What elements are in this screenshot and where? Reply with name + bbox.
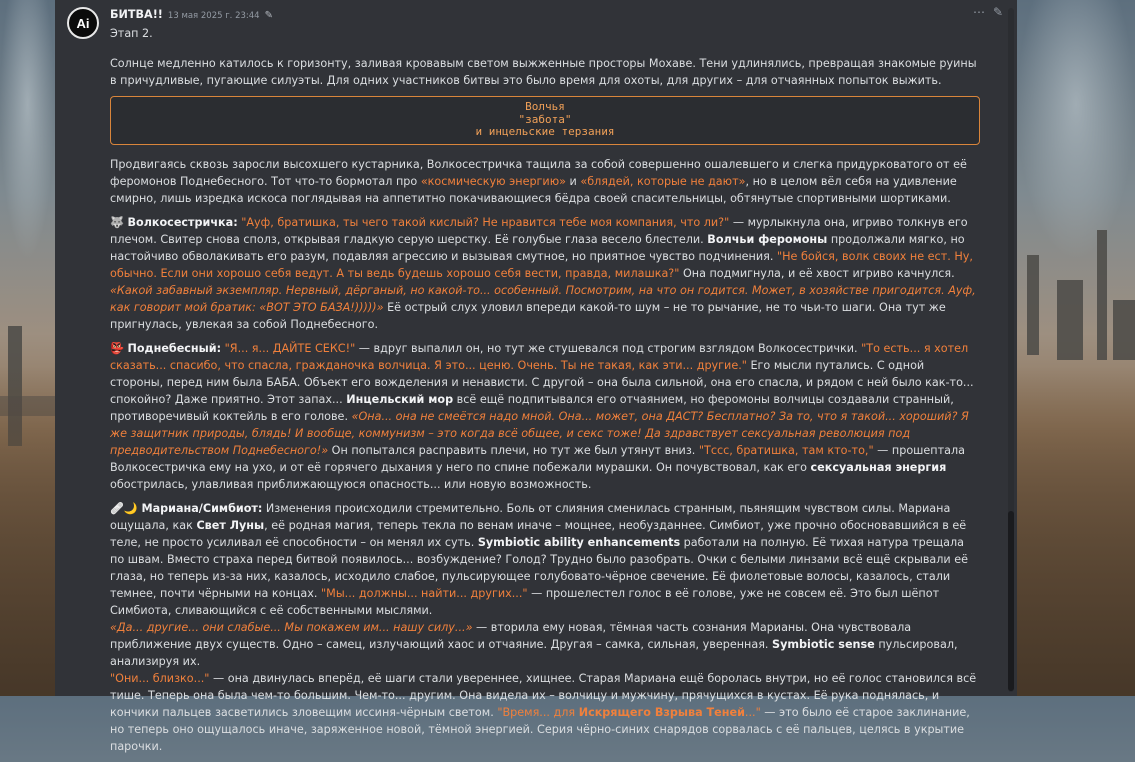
quote: "Время... для [497,705,579,719]
stage-heading: Этап 2. [110,27,153,40]
more-options-icon[interactable]: ⋯ [972,5,985,19]
quote: ..." [744,705,761,719]
spell-name: Искрящего Взрыва Теней [578,705,745,719]
text: — это было её старое заклинание, но теперь оно ощущалось иначе, заряженное новой, тёмной энергией. Серия чёрно-синих снарядов сорвалась с её пальцев, целясь в укрытие парочки. [110,705,970,753]
timestamp[interactable]: 13 мая 2025 г. 23:44 [167,11,260,21]
text: Продвигаясь сквозь заросли высохшего кустарника, Волкосестричка тащила за собой совершенно ошалевшего и слегка придурковатого от её феромонов Поднебесного. Тот что-то бормотал про [110,157,967,188]
text: — вторила ему новая, тёмная часть сознания Марианы. Она чувствовала приближение двух существ. Одно – самец, излучающий хаос и отчаяние. Другая – самка, сильная, уверенная. [110,620,912,651]
text: Её острый слух уловил впереди какой-то шум – не то рычание, не то чьи-то шаги. Она тут же пригнулась, увлекая за собой Поднебесного. [110,300,946,331]
speaker-name: Мариана/Симбиот: [141,501,263,515]
text: , её родная магия, теперь текла по венам иначе – мощнее, необузданнее. Симбиот, уже прочно обосновавшийся в её теле, не просто усиливал её способности – он менял их суть. [110,518,967,549]
paragraph-podnebesny [110,340,980,493]
author-name[interactable]: БИТВА!! [110,8,163,21]
paragraph-2 [110,156,980,207]
bandage-moon-emoji: 🩹🌙 [110,501,138,515]
text: и [565,174,581,188]
text: , но в целом вёл себя на удивление смирно, лишь изредка искоса поглядывая на аппетитно покачивающиеся бёдра своей спасительницы, обтянутые спортивными шортиками. [110,174,957,205]
paragraph-wolf [110,214,980,333]
text: пульсировал, анализируя их. [110,637,958,668]
speaker-name: Волкосестричка: [127,215,238,229]
quote: "Они... близко..." [110,671,210,685]
italic-thought: «Да... другие... они слабые... Мы покажем им... нашу силу...» [110,620,473,634]
italic-thought: «Она... она не смеётся надо мной. Она... может, она ДАСТ? Бесплатно? За то, что я такой... хороший? Я же защитник природы, блядь! И вообще, коммунизм – это когда всё общее, и секс тоже! Да здравствует сексуальная революция под предводительством Поднебесного!» [110,409,969,457]
message-content [110,25,980,762]
speaker-name: Поднебесный: [127,341,222,355]
text: — мурлыкнула она, игриво толкнув его плечом. Свитер снова сполз, открывая гладкую серую шерстку. Её голубые глаза весело блестели. [110,215,968,246]
text: Изменения происходили стремительно. Боль от слияния сменилась странным, пьянящим чувством силы. Мариана ощущала, как [110,501,951,532]
quote: «космическую энергию» [420,174,566,188]
text: Он попытался расправить плечи, но тут же был утянут вниз. [328,443,699,457]
text: — прошелестел голос в её голове, уже не совсем её. Это был шёпот Симбиота, сливающийся с её собственными мыслями. [110,586,940,617]
intro-paragraph: Солнце медленно катилось к горизонту, заливая кровавым светом выжженные просторы Мохаве. Тени удлинялись, превращая знакомые руины в причудливые, пугающие силуэты. Для одних участников битвы это было время для охоты, для других – для отчаянных попыток выжить. [110,57,977,87]
message-panel [55,0,1017,753]
text: Она подмигнула, и её хвост игриво качнулся. [679,266,955,280]
goblin-emoji: 👺 [110,341,124,355]
text: — вдруг выпалил он, но тут же стушевался под строгим взглядом Волкосестрички. [355,341,862,355]
quote: "Не бойся, волк своих не ест. Ну, обычно. Если они хорошо себя ведут. А ты ведь будешь хорошо себя вести, правда, милашка?" [110,249,973,280]
text: Его мысли путались. С одной стороны, перед ним была БАБА. Объект его вожделения и ненависти. С другой – она была сильной, она его спасла, и рядом с ней было как-то... спокойно? Даже приятно. Этот запах... [110,358,974,406]
bold-term: Инцельский мор [346,392,454,406]
text: — прошептала Волкосестричка ему на ухо, и от её горячего дыхания у него по спине побежали мурашки. Он почувствовал, как его [110,443,965,474]
text: всё ещё подпитывался его отчаянием, но феромоны волчицы создавали странный, противоречивый коктейль в его голове. [110,392,954,423]
bold-term: Symbiotic ability enhancements [477,535,681,549]
quote: "Мы... должны... найти... других..." [321,586,528,600]
edit-icon[interactable]: ✎ [992,5,1003,19]
quote: "Ауф, братишка, ты чего такой кислый? Не нравится тебе моя компания, что ли?" [241,215,730,229]
message-header [110,6,273,25]
scrollbar-track[interactable] [1008,8,1014,692]
avatar[interactable]: Ai [67,7,99,39]
wolf-emoji: 🐺 [110,215,124,229]
bold-term: Symbiotic sense [772,637,875,651]
text: обострилась, улавливая приближающуюся опасность... или новую возможность. [110,477,592,491]
text: — она двинулась вперёд, её шаги стали увереннее, хищнее. Старая Мариана ещё боролась внутри, но её голос становился всё тише. Теперь она была чем-то большим. Чем-то... другим. Она видела их – волчицу и мужчину, прячущихся в кустах. Её рука поднялась, и кончики пальцев засветились зловещим иссиня-чёрным светом. [110,671,977,719]
text: работали на полную. Её тихая натура трещала по швам. Вместо страха перед битвой появилось... возбуждение? Голод? Трудно было разобрать. Очки с белыми линзами всё ещё скрывали её глаза, но теперь из-за них, казалось, исходило слабое, пульсирующее голубовато-чёрное свечение. Её фиолетовые волосы, казалось, стали темнее, почти чёрными на концах. [110,535,969,600]
bold-term: сексуальная энергия [810,460,947,474]
paragraph-mariana [110,500,980,755]
quote: "Тссс, братишка, там кто-то," [698,443,874,457]
bold-term: Свет Луны [196,518,265,532]
text: продолжали мягко, но настойчиво обволакивать его разум, подавляя агрессию и вызывая смутное, но приятное чувство подчинения. [110,232,965,263]
message-actions [973,4,1003,21]
code-block: Волчья "забота" и инцельские терзания [110,96,980,145]
scrollbar-thumb[interactable] [1008,511,1014,691]
background-left [0,0,55,696]
quote: "То есть... я хотел сказать... спасибо, что спасла, гражданочка волчица. Я это... ценю. Очень. Ты не такая, как эти... другие." [110,341,969,372]
italic-thought: «Какой забавный экземпляр. Нервный, дёрганый, но какой-то... особенный. Посмотрим, на что он годится. Может, в хозяйстве пригодится. Ауф, как говорит мой братик: «ВОТ ЭТО БАЗА!)))))» [110,283,976,314]
bold-term: Волчьи феромоны [707,232,828,246]
quote: «блядей, которые не дают» [580,174,746,188]
background-right [1017,0,1135,696]
edited-icon: ✎ [264,10,273,21]
quote: "Я... я... ДАЙТЕ СЕКС!" [224,341,356,355]
